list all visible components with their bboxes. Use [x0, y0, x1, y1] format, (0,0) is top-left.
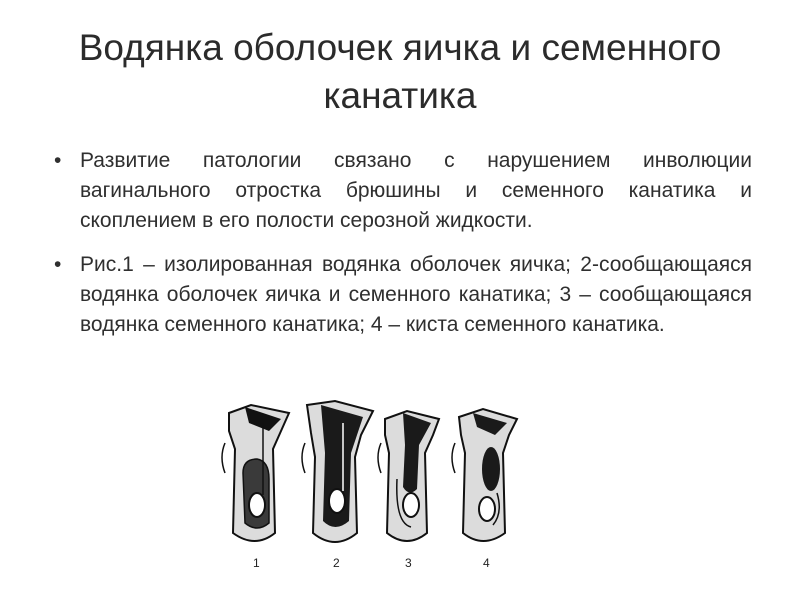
bullet-text: Развитие патологии связано с нарушением инволюции вагинального отростка брюшины и семенного канатика и скоплением в его полости серозной жидкости.	[80, 149, 752, 232]
bullet-item	[52, 250, 752, 340]
bullet-marker: •	[54, 253, 62, 276]
figure-label-3: 3	[405, 556, 412, 570]
figure-panel-1	[222, 405, 289, 541]
figure-label-2: 2	[333, 556, 340, 570]
hydrocele-figure	[215, 383, 545, 575]
slide-title: Водянка оболочек яичка и семенного канатика	[78, 27, 722, 116]
bullet-list	[52, 146, 752, 354]
figure-label-4: 4	[483, 556, 490, 570]
bullet-item	[52, 146, 752, 236]
figure-panel-3	[378, 411, 439, 541]
bullet-text: Рис.1 – изолированная водянка оболочек яичка; 2-сообщающаяся водянка оболочек яичка и семенного канатика; 3 – сообщающаяся водянка семенного канатика; 4 – киста семенного канатика.	[80, 253, 752, 336]
figure-panel-2	[302, 401, 373, 542]
figure-panel-4	[452, 409, 517, 541]
bullet-marker: •	[54, 149, 62, 172]
figure-label-1: 1	[253, 556, 260, 570]
